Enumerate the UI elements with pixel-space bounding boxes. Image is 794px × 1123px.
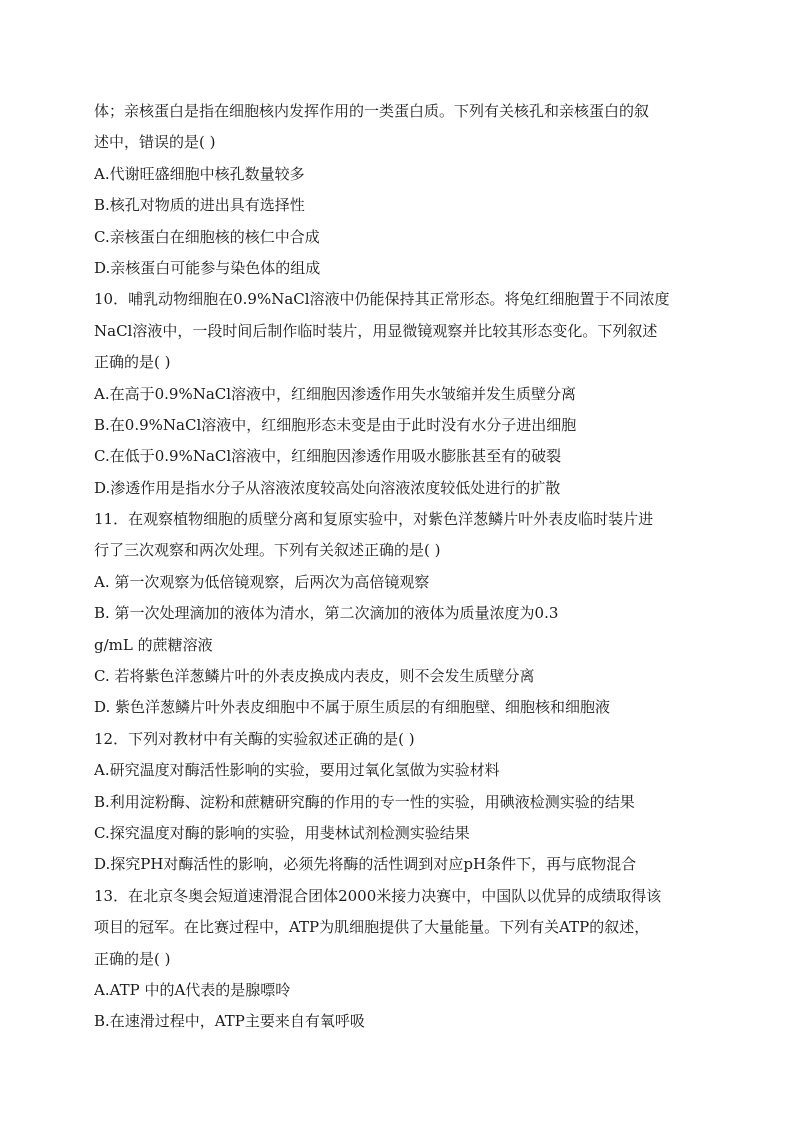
option-line: A.研究温度对酶活性影响的实验，要用过氧化氢做为实验材料 <box>94 761 500 780</box>
option-line: B.在0.9%NaCl溶液中，红细胞形态未变是由于此时没有水分子进出细胞 <box>94 415 577 434</box>
question-13: 13．在北京冬奥会短道速滑混合团体2000米接力决赛中，中国队以优异的成绩取得该 <box>94 886 662 905</box>
text-body <box>94 96 704 1038</box>
option-line: B.利用淀粉酶、淀粉和蔗糖研究酶的作用的专一性的实验，用碘液检测实验的结果 <box>94 792 635 811</box>
text-line: 正确的是( ) <box>94 949 171 968</box>
option-line: C. 若将紫色洋葱鳞片叶的外表皮换成内表皮，则不会发生质壁分离 <box>94 667 535 686</box>
option-line: A.代谢旺盛细胞中核孔数量较多 <box>94 164 305 183</box>
text-line: 项目的冠军。在比赛过程中，ATP为肌细胞提供了大量能量。下列有关ATP的叙述， <box>94 918 650 937</box>
option-line: C.亲核蛋白在细胞核的核仁中合成 <box>94 227 320 246</box>
text-line: 体；亲核蛋白是指在细胞核内发挥作用的一类蛋白质。下列有关核孔和亲核蛋白的叙 <box>94 102 650 120</box>
option-line: B.在速滑过程中，ATP主要来自有氧呼吸 <box>94 1012 365 1031</box>
option-line: A.ATP 中的A代表的是腺嘌呤 <box>94 980 291 999</box>
option-line: D. 紫色洋葱鳞片叶外表皮细胞中不属于原生质层的有细胞壁、细胞核和细胞液 <box>94 698 611 717</box>
option-line: D.渗透作用是指水分子从溶液浓度较高处向溶液浓度较低处进行的扩散 <box>94 478 561 497</box>
text-line: 述中，错误的是( ) <box>94 133 216 152</box>
option-line: A. 第一次观察为低倍镜观察，后两次为高倍镜观察 <box>94 572 430 591</box>
question-12: 12．下列对教材中有关酶的实验叙述正确的是( ) <box>94 729 415 748</box>
option-line: D.亲核蛋白可能参与染色体的组成 <box>94 258 321 277</box>
question-10: 10．哺乳动物细胞在0.9%NaCl溶液中仍能保持其正常形态。将兔红细胞置于不同浓度 <box>94 290 670 309</box>
option-line: D.探究PH对酶活性的影响，必须先将酶的活性调到对应pH条件下，再与底物混合 <box>94 855 637 874</box>
option-line: B.核孔对物质的进出具有选择性 <box>94 196 305 215</box>
text-line: NaCl溶液中，一段时间后制作临时装片，用显微镜观察并比较其形态变化。下列叙述 <box>94 321 658 340</box>
question-11: 11．在观察植物细胞的质壁分离和复原实验中，对紫色洋葱鳞片叶外表皮临时装片进 <box>94 510 654 529</box>
option-line: B. 第一次处理滴加的液体为清水，第二次滴加的液体为质量浓度为0.3 <box>94 604 559 623</box>
option-line: C.在低于0.9%NaCl溶液中，红细胞因渗透作用吸水膨胀甚至有的破裂 <box>94 447 562 466</box>
text-line: g/mL 的蔗糖溶液 <box>94 635 213 654</box>
text-line: 行了三次观察和两次处理。下列有关叙述正确的是( ) <box>94 541 441 560</box>
text-line: 正确的是( ) <box>94 353 171 372</box>
option-line: A.在高于0.9%NaCl溶液中，红细胞因渗透作用失水皱缩并发生质壁分离 <box>94 384 577 403</box>
option-line: C.探究温度对酶的影响的实验，用斐林试剂检测实验结果 <box>94 823 470 842</box>
